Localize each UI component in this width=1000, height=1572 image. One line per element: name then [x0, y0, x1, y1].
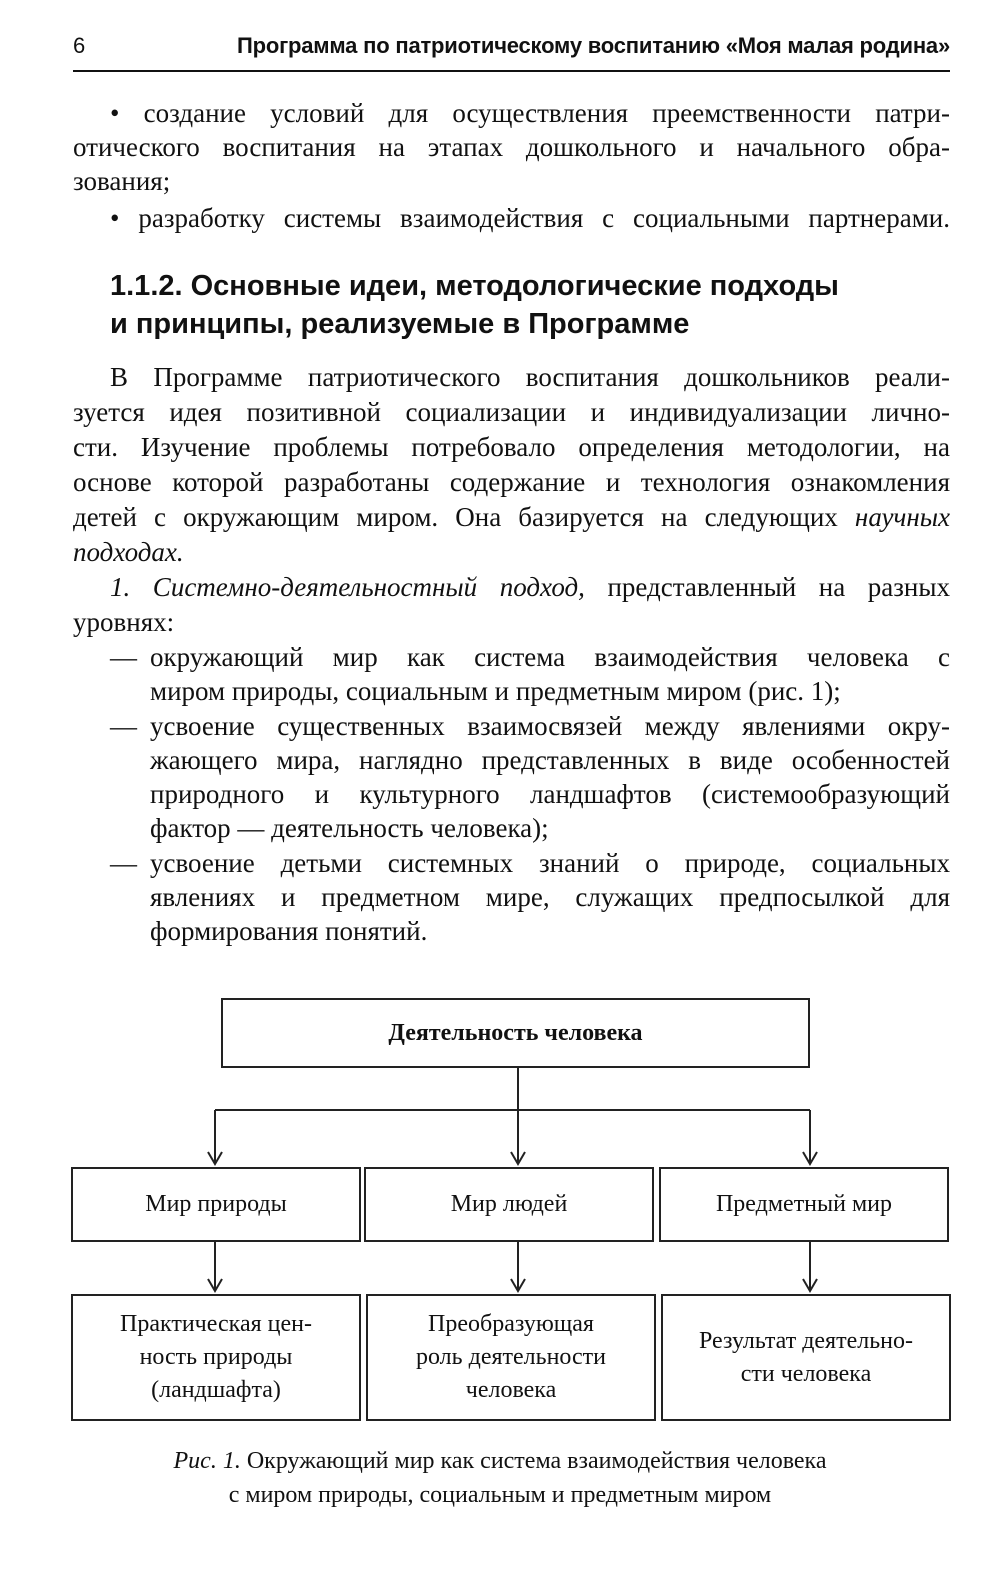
section-heading: и принципы, реализуемые в Программе [110, 308, 690, 340]
box-text-line: (ландшафта) [151, 1377, 281, 1403]
dash-marker: — [110, 711, 137, 741]
bullet-line: • создание условий для осуществления преемственности патри- [110, 98, 950, 128]
approach-title: 1. Системно-деятельностный подход, [110, 572, 585, 602]
bullet-line: • разработку системы взаимодействия с социальными партнерами. [110, 203, 950, 233]
box-text-line: человека [465, 1377, 557, 1403]
diagram-box-nature: Мир природы [71, 1167, 361, 1242]
dash-item-line: формирования понятий. [150, 916, 428, 946]
bullet-line: зования; [73, 166, 171, 196]
paragraph-italic-line: подходах. [73, 537, 184, 567]
bullet-line: отического воспитания на этапах дошкольного и начального обра- [73, 132, 950, 162]
box-text-line: Преобразующая [428, 1311, 594, 1337]
dash-marker: — [110, 642, 137, 672]
diagram-box-objects: Предметный мир [659, 1167, 949, 1242]
figure-caption [0, 1445, 1000, 1478]
diagram-box-human-activity: Деятельность человека [221, 998, 810, 1068]
dash-item-line: усвоение существенных взаимосвязей между явлениями окру- [150, 711, 950, 741]
paragraph-text: детей с окружающим миром. Она базируется на следующих [73, 502, 838, 532]
approach-text: представленный на разных [607, 572, 951, 602]
dash-item-line: жающего мира, наглядно представленных в виде особенностей [150, 745, 950, 775]
section-heading: 1.1.2. Основные идеи, методологические подходы [110, 270, 839, 302]
box-text-line: Результат деятельно- [698, 1327, 913, 1354]
box-text-line: ность природы [139, 1344, 293, 1370]
approach-line: уровнях: [73, 607, 175, 637]
dash-item-line: усвоение детьми системных знаний о природе, социальных [150, 848, 950, 878]
box-text-line: роль деятельности [416, 1344, 606, 1370]
dash-marker: — [110, 848, 137, 878]
paragraph-line: зуется идея позитивной социализации и индивидуализации лично- [73, 397, 950, 427]
caption-label: Рис. 1. [173, 1448, 241, 1474]
dash-item-line: окружающий мир как система взаимодействия человека с [150, 642, 950, 672]
figure-caption: с миром природы, социальным и предметным миром [228, 1482, 772, 1508]
paragraph-line: основе которой разработаны содержание и технология ознакомления [73, 467, 950, 497]
box-text-line: Практическая цен- [120, 1311, 312, 1337]
paragraph-line: сти. Изучение проблемы потребовало определения методологии, на [73, 432, 950, 462]
dash-item-line: фактор — деятельность человека); [150, 813, 549, 843]
dash-item-line: природного и культурного ландшафтов (системообразующий [150, 779, 950, 809]
paragraph-italic: научных [854, 502, 950, 532]
dash-item-line: явлениях и предметном мире, служащих предпосылкой для [150, 882, 950, 912]
running-head-title: Программа по патриотическому воспитанию «Моя малая родина» [236, 33, 950, 58]
box-text-line: сти человека [740, 1360, 872, 1387]
diagram-box-transforming-role [366, 1294, 656, 1421]
page-number: 6 [73, 33, 86, 58]
diagram-box-activity-result [661, 1294, 951, 1421]
caption-text: Окружающий мир как система взаимодействия человека [246, 1448, 827, 1474]
diagram-box-people: Мир людей [364, 1167, 654, 1242]
paragraph-line: В Программе патриотического воспитания дошкольников реали- [110, 362, 950, 392]
diagram-box-practical-value [71, 1294, 361, 1421]
dash-item-line: миром природы, социальным и предметным миром (рис. 1); [150, 676, 841, 706]
